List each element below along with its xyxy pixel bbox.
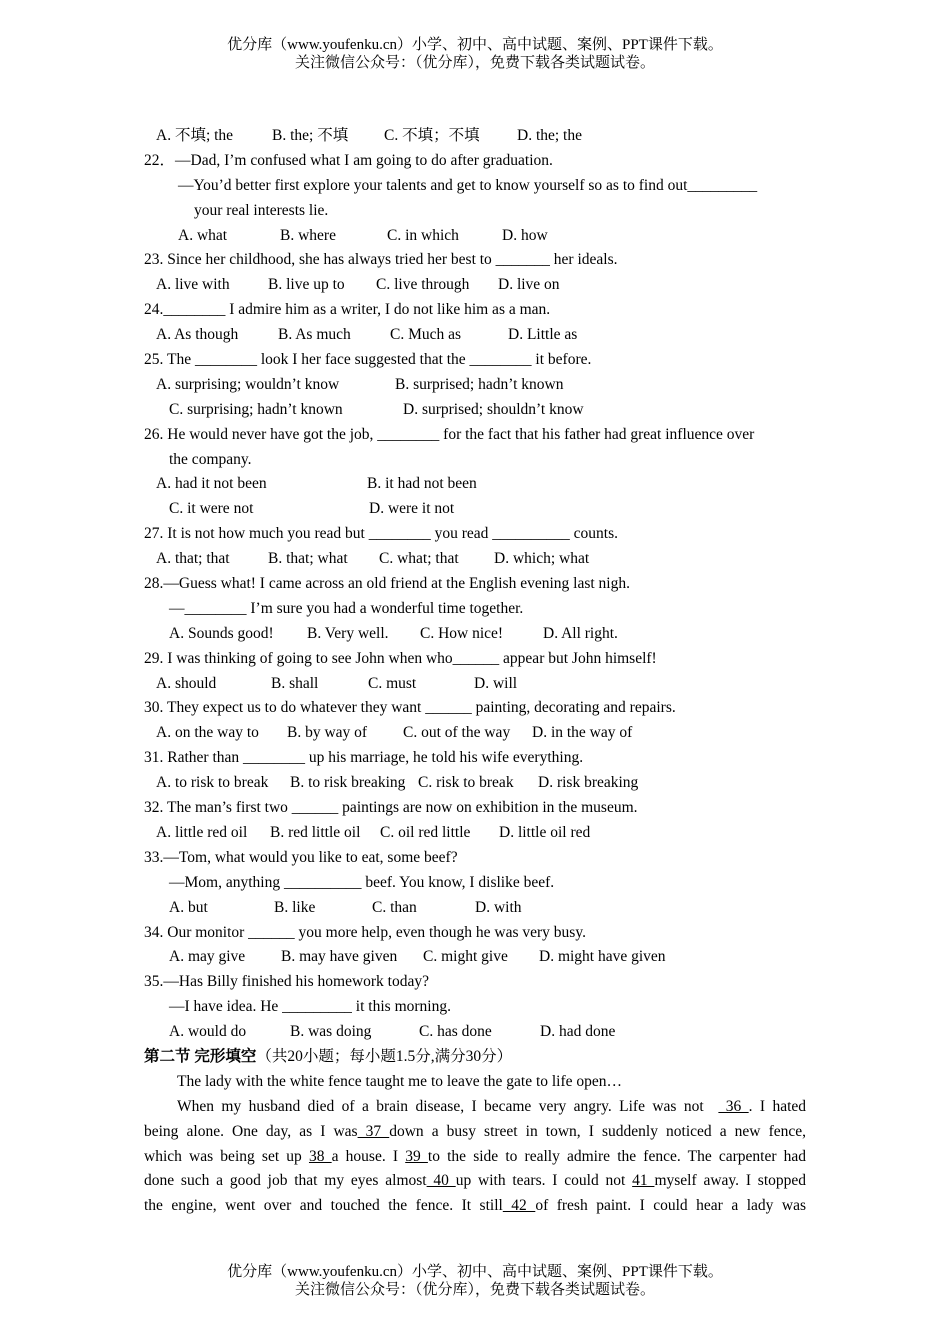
q28-options — [144, 622, 806, 647]
q33-options — [144, 896, 806, 921]
q27-option-b: B. that; what — [268, 550, 348, 568]
q29-option-b: B. shall — [271, 674, 319, 692]
q23-option-b: B. live up to — [268, 276, 345, 294]
blank-42: 42 — [502, 1197, 536, 1215]
q22-stem: 22．—Dad, I’m confused what I am going to do after graduation. — [144, 151, 553, 169]
q25-option-b: B. surprised; hadn’t known — [395, 375, 564, 393]
section2-heading — [144, 1045, 806, 1070]
q29-stem: 29. I was thinking of going to see John when who______ appear but John himself! — [144, 649, 657, 667]
q22-option-b: B. where — [280, 226, 336, 244]
section2-title: 第二节 完形填空 — [144, 1047, 257, 1065]
q30-option-d: D. in the way of — [532, 724, 633, 742]
q22-stem-line3: your real interests lie. — [194, 201, 329, 219]
blank-38: 38 — [308, 1147, 332, 1165]
q23-option-d: D. live on — [498, 276, 560, 294]
q26-option-d: D. were it not — [369, 500, 455, 518]
q34-stem: 34. Our monitor ______ you more help, even though he was very busy. — [144, 923, 586, 941]
q32-option-a: A. little red oil — [156, 823, 248, 841]
q21-options — [144, 124, 806, 149]
q31-option-a: A. to risk to break — [156, 774, 269, 792]
q27-option-a: A. that; that — [156, 550, 230, 568]
q25-options-row1 — [144, 373, 806, 398]
q27-options — [144, 547, 806, 572]
passage-line-2: being alone. One day, as I was 37 down a busy street in town, I suddenly noticed a new fence, — [144, 1122, 806, 1140]
q28-stem-line2: —________ I’m sure you had a wonderful time together. — [169, 599, 524, 617]
q31-option-c: C. risk to break — [418, 774, 514, 792]
q30-stem: 30. They expect us to do whatever they want ______ painting, decorating and repairs. — [144, 699, 676, 717]
q30-options — [144, 721, 806, 746]
q24-option-c: C. Much as — [390, 326, 462, 344]
q28-option-a: A. Sounds good! — [169, 624, 274, 642]
q25-options-row2 — [144, 398, 806, 423]
q24-options — [144, 323, 806, 348]
q32-stem: 32. The man’s first two ______ paintings are now on exhibition in the museum. — [144, 799, 638, 817]
q35-option-d: D. had done — [540, 1023, 616, 1041]
q21-option-b: B. the; 不填 — [272, 127, 349, 144]
header-line-1: 优分库（www.youfenku.cn）小学、初中、高中试题、案例、PPT课件下载。 — [227, 37, 723, 53]
passage-intro: The lady with the white fence taught me to leave the gate to life open… — [177, 1072, 623, 1090]
blank-36: 36 — [718, 1097, 749, 1115]
passage-line-4: done such a good job that my eyes almost 40 up with tears. I could not 41 myself away. I stopped — [144, 1172, 806, 1190]
q27-stem: 27. It is not how much you read but ________ you read __________ counts. — [144, 525, 618, 543]
q33-option-d: D. with — [475, 898, 522, 916]
q33-option-c: C. than — [372, 898, 417, 916]
q35-option-a: A. would do — [169, 1023, 247, 1041]
q24-option-d: D. Little as — [508, 326, 578, 344]
q30-option-c: C. out of the way — [403, 724, 511, 742]
q25-stem: 25. The ________ look I her face suggested that the ________ it before. — [144, 351, 592, 369]
q31-options — [144, 771, 806, 796]
q27-option-d: D. which; what — [494, 550, 590, 568]
q21-option-a: A. 不填; the — [156, 127, 234, 144]
q22-option-d: D. how — [502, 226, 548, 244]
q23-stem: 23. Since her childhood, she has always tried her best to _______ her ideals. — [144, 251, 618, 269]
q25-option-c: C. surprising; hadn’t known — [169, 400, 343, 418]
q29-options — [144, 672, 806, 697]
q33-stem: 33.—Tom, what would you like to eat, some beef? — [144, 848, 458, 866]
q28-option-d: D. All right. — [543, 624, 618, 642]
q23-options — [144, 273, 806, 298]
q21-option-c: C. 不填；不填 — [384, 127, 480, 144]
q29-option-a: A. should — [156, 674, 217, 692]
blank-39: 39 — [405, 1147, 428, 1165]
q24-option-a: A. As though — [156, 326, 239, 344]
q35-option-b: B. was doing — [290, 1023, 372, 1041]
q25-option-d: D. surprised; shouldn’t know — [403, 400, 584, 418]
q29-option-c: C. must — [368, 674, 417, 692]
q28-stem: 28.—Guess what! I came across an old friend at the English evening last nigh. — [144, 575, 630, 593]
footer-line-2: 关注微信公众号：（优分库），免费下载各类试题试卷。 — [294, 1282, 655, 1298]
q24-option-b: B. As much — [278, 326, 351, 344]
q35-stem: 35.—Has Billy finished his homework today? — [144, 973, 429, 991]
section2-subtitle: （共20小题；每小题1.5分,满分30分） — [256, 1047, 513, 1065]
q31-stem: 31. Rather than ________ up his marriage, he told his wife everything. — [144, 749, 584, 767]
q22-option-c: C. in which — [387, 226, 459, 244]
q21-option-d: D. the; the — [517, 127, 582, 144]
q22-stem-line2: —You’d better first explore your talents and get to know yourself so as to find out_________ — [178, 176, 758, 194]
q32-options — [144, 821, 806, 846]
q27-option-c: C. what; that — [379, 550, 459, 568]
page-footer — [0, 1263, 950, 1299]
blank-40: 40 — [426, 1172, 456, 1190]
q33-option-a: A. but — [169, 898, 208, 916]
q24-stem: 24.________ I admire him as a writer, I do not like him as a man. — [144, 301, 551, 319]
q22-option-a: A. what — [178, 226, 228, 244]
q31-option-b: B. to risk breaking — [290, 774, 406, 792]
q26-options-row2 — [144, 497, 806, 522]
q30-option-b: B. by way of — [287, 724, 368, 742]
q22-options — [144, 224, 806, 249]
q26-option-c: C. it were not — [169, 500, 254, 518]
q32-option-c: C. oil red little — [380, 823, 471, 841]
blank-37: 37 — [357, 1122, 390, 1140]
q23-option-a: A. live with — [156, 276, 230, 294]
document-body — [144, 124, 806, 1219]
q35-option-c: C. has done — [419, 1023, 492, 1041]
header-line-2: 关注微信公众号：（优分库），免费下载各类试题试卷。 — [294, 55, 655, 71]
q26-stem-line2: the company. — [169, 450, 252, 468]
passage-line-5: the engine, went over and touched the fence. It still 42 of fresh paint. I could hear a lady was — [144, 1197, 806, 1215]
q31-option-d: D. risk breaking — [538, 774, 639, 792]
q26-option-b: B. it had not been — [367, 475, 477, 493]
q29-option-d: D. will — [474, 674, 518, 692]
q33-stem-line2: —Mom, anything __________ beef. You know, I dislike beef. — [169, 873, 555, 891]
q34-option-c: C. might give — [423, 948, 508, 966]
q34-options — [144, 945, 806, 970]
q32-option-b: B. red little oil — [270, 823, 361, 841]
q33-option-b: B. like — [274, 898, 316, 916]
q30-option-a: A. on the way to — [156, 724, 259, 742]
q26-options-row1 — [144, 472, 806, 497]
footer-line-1: 优分库（www.youfenku.cn）小学、初中、高中试题、案例、PPT课件下载。 — [227, 1264, 723, 1280]
q32-option-d: D. little oil red — [499, 823, 591, 841]
q34-option-a: A. may give — [169, 948, 246, 966]
q34-option-d: D. might have given — [539, 948, 666, 966]
q35-stem-line2: —I have idea. He _________ it this morning. — [169, 998, 451, 1016]
q26-stem: 26. He would never have got the job, ________ for the fact that his father had great influence over — [144, 425, 755, 443]
page-header — [0, 36, 950, 72]
blank-41: 41 — [632, 1172, 655, 1190]
q23-option-c: C. live through — [376, 276, 470, 294]
q35-options — [144, 1020, 806, 1045]
passage-line-1: When my husband died of a brain disease, I became very angry. Life was not 36 . I hated — [177, 1097, 806, 1115]
q28-option-b: B. Very well. — [307, 624, 389, 642]
q34-option-b: B. may have given — [281, 948, 398, 966]
q25-option-a: A. surprising; wouldn’t know — [156, 375, 340, 393]
q28-option-c: C. How nice! — [420, 624, 504, 642]
q26-option-a: A. had it not been — [156, 475, 267, 493]
passage-line-3: which was being set up 38 a house. I 39 to the side to really admire the fence. The carpenter had — [144, 1147, 806, 1165]
